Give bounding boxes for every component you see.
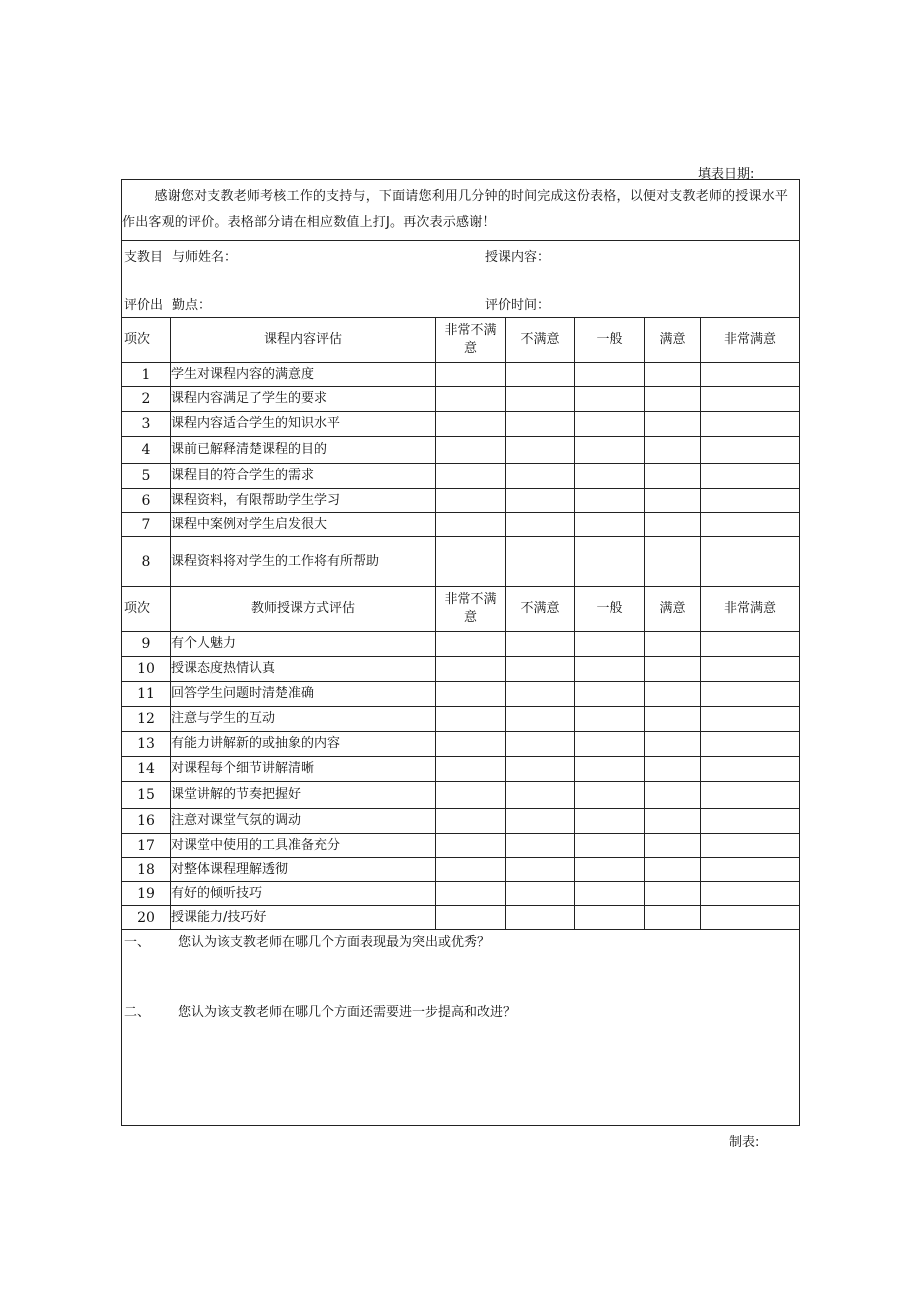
- item-number: 20: [122, 906, 171, 930]
- rating-cell[interactable]: [575, 707, 645, 732]
- item-text: 有好的倾听技巧: [171, 882, 436, 906]
- table-row: [122, 906, 800, 930]
- rating-cell[interactable]: [701, 809, 800, 834]
- rating-cell[interactable]: [575, 809, 645, 834]
- rating-cell[interactable]: [701, 657, 800, 682]
- location-label: 勤点：: [172, 298, 212, 313]
- rating-column-header: 一般: [575, 318, 645, 363]
- item-text: 学生对课程内容的满意度: [171, 363, 436, 387]
- item-text: 对课程每个细节讲解清晰: [171, 757, 436, 782]
- item-number: 10: [122, 657, 171, 682]
- info-row: [122, 241, 800, 318]
- rating-cell[interactable]: [645, 682, 701, 707]
- rating-cell[interactable]: [645, 363, 701, 387]
- item-text: 对课堂中使用的工具准备充分: [171, 834, 436, 858]
- rating-cell[interactable]: [506, 882, 575, 906]
- teacher-name-label: 与师姓名：: [172, 250, 238, 265]
- rating-cell[interactable]: [575, 412, 645, 437]
- rating-cell[interactable]: [575, 906, 645, 930]
- rating-cell[interactable]: [645, 732, 701, 757]
- table-row: [122, 387, 800, 412]
- item-number: 19: [122, 882, 171, 906]
- rating-cell[interactable]: [645, 537, 701, 587]
- rating-cell[interactable]: [701, 412, 800, 437]
- question-number: 二、: [124, 1005, 151, 1020]
- table-row: [122, 782, 800, 809]
- item-text: 注意与学生的互动: [171, 707, 436, 732]
- rating-cell[interactable]: [701, 513, 800, 537]
- open-questions-row: [122, 930, 800, 1126]
- rating-cell[interactable]: [436, 464, 506, 489]
- item-text: 有个人魅力: [171, 632, 436, 657]
- rating-cell[interactable]: [701, 489, 800, 513]
- rating-cell[interactable]: [436, 858, 506, 882]
- rating-cell[interactable]: [575, 782, 645, 809]
- rating-column-header: 非常不满意: [436, 318, 506, 363]
- item-number: 5: [122, 464, 171, 489]
- rating-cell[interactable]: [645, 657, 701, 682]
- rating-cell[interactable]: [506, 834, 575, 858]
- rating-cell[interactable]: [575, 632, 645, 657]
- rating-cell[interactable]: [506, 489, 575, 513]
- rating-cell[interactable]: [436, 363, 506, 387]
- rating-cell[interactable]: [436, 906, 506, 930]
- item-number: 12: [122, 707, 171, 732]
- rating-cell[interactable]: [701, 858, 800, 882]
- item-number: 11: [122, 682, 171, 707]
- item-number: 18: [122, 858, 171, 882]
- item-text: 课程内容满足了学生的要求: [171, 387, 436, 412]
- item-number: 3: [122, 412, 171, 437]
- rating-cell[interactable]: [506, 809, 575, 834]
- fill-date-label: 填表日期:: [698, 167, 755, 182]
- section1-title: 课程内容评估: [171, 318, 436, 363]
- rating-cell[interactable]: [506, 858, 575, 882]
- rating-column-header: 非常不满意: [436, 587, 506, 632]
- rating-cell[interactable]: [506, 906, 575, 930]
- item-text: 对整体课程理解透彻: [171, 858, 436, 882]
- table-row: [122, 809, 800, 834]
- rating-cell[interactable]: [575, 363, 645, 387]
- rating-cell[interactable]: [506, 363, 575, 387]
- course-content-label: 授课内容：: [485, 250, 551, 265]
- rating-cell[interactable]: [436, 882, 506, 906]
- table-row: [122, 858, 800, 882]
- table-row: [122, 682, 800, 707]
- item-text: 授课态度热情认真: [171, 657, 436, 682]
- rating-cell[interactable]: [575, 657, 645, 682]
- rating-cell[interactable]: [506, 707, 575, 732]
- rating-cell[interactable]: [506, 732, 575, 757]
- table-row: [122, 707, 800, 732]
- rating-cell[interactable]: [645, 489, 701, 513]
- item-number: 15: [122, 782, 171, 809]
- rating-cell[interactable]: [645, 707, 701, 732]
- rating-cell[interactable]: [436, 707, 506, 732]
- item-number: 7: [122, 513, 171, 537]
- table-row: [122, 489, 800, 513]
- rating-cell[interactable]: [506, 464, 575, 489]
- rating-cell[interactable]: [436, 537, 506, 587]
- table-row: [122, 513, 800, 537]
- info-left-top: 支教目: [124, 250, 164, 265]
- table-row: [122, 464, 800, 489]
- rating-cell[interactable]: [645, 437, 701, 464]
- table-row: [122, 882, 800, 906]
- info-left-bottom: 评价出: [124, 298, 164, 313]
- item-text: 课程资料将对学生的工作将有所帮助: [171, 537, 436, 587]
- maker-label: 制表:: [729, 1135, 760, 1150]
- rating-cell[interactable]: [701, 707, 800, 732]
- rating-cell[interactable]: [701, 834, 800, 858]
- rating-cell[interactable]: [645, 882, 701, 906]
- rating-cell[interactable]: [645, 757, 701, 782]
- rating-column-header: 不满意: [506, 587, 575, 632]
- rating-cell[interactable]: [645, 464, 701, 489]
- rating-cell[interactable]: [701, 632, 800, 657]
- rating-cell[interactable]: [645, 906, 701, 930]
- rating-cell[interactable]: [506, 537, 575, 587]
- item-text: 有能力讲解新的或抽象的内容: [171, 732, 436, 757]
- section2-index-header: 项次: [122, 587, 171, 632]
- section2-title: 教师授课方式评估: [171, 587, 436, 632]
- rating-cell[interactable]: [645, 782, 701, 809]
- item-number: 16: [122, 809, 171, 834]
- item-number: 6: [122, 489, 171, 513]
- item-number: 4: [122, 437, 171, 464]
- item-text: 课程内容适合学生的知识水平: [171, 412, 436, 437]
- rating-cell[interactable]: [701, 757, 800, 782]
- rating-cell[interactable]: [506, 437, 575, 464]
- eval-time-label: 评价时间：: [485, 298, 551, 313]
- rating-cell[interactable]: [645, 809, 701, 834]
- table-row: [122, 757, 800, 782]
- rating-cell[interactable]: [436, 632, 506, 657]
- table-row: [122, 363, 800, 387]
- item-number: 13: [122, 732, 171, 757]
- item-number: 14: [122, 757, 171, 782]
- rating-cell[interactable]: [436, 412, 506, 437]
- rating-cell[interactable]: [436, 513, 506, 537]
- rating-cell[interactable]: [645, 412, 701, 437]
- rating-cell[interactable]: [506, 782, 575, 809]
- rating-cell[interactable]: [701, 464, 800, 489]
- section2-header-row: [122, 587, 800, 632]
- item-number: 17: [122, 834, 171, 858]
- item-text: 课前已解释清楚课程的目的: [171, 437, 436, 464]
- item-text: 课程中案例对学生启发很大: [171, 513, 436, 537]
- rating-cell[interactable]: [645, 387, 701, 412]
- intro-row: [122, 180, 800, 241]
- rating-cell[interactable]: [701, 782, 800, 809]
- rating-cell[interactable]: [436, 834, 506, 858]
- rating-cell[interactable]: [575, 682, 645, 707]
- rating-cell[interactable]: [506, 632, 575, 657]
- question-text: 您认为该支教老师在哪几个方面还需要进一步提高和改进？: [178, 1005, 517, 1020]
- item-number: 8: [122, 537, 171, 587]
- rating-cell[interactable]: [701, 882, 800, 906]
- table-row: [122, 632, 800, 657]
- rating-cell[interactable]: [436, 657, 506, 682]
- rating-cell[interactable]: [575, 437, 645, 464]
- rating-column-header: 一般: [575, 587, 645, 632]
- rating-cell[interactable]: [506, 682, 575, 707]
- rating-cell[interactable]: [506, 757, 575, 782]
- item-text: 回答学生问题时清楚准确: [171, 682, 436, 707]
- item-number: 2: [122, 387, 171, 412]
- rating-column-header: 满意: [645, 587, 701, 632]
- rating-cell[interactable]: [436, 732, 506, 757]
- rating-cell[interactable]: [575, 757, 645, 782]
- rating-cell[interactable]: [645, 858, 701, 882]
- rating-cell[interactable]: [645, 834, 701, 858]
- question-text: 您认为该支教老师在哪几个方面表现最为突出或优秀？: [178, 935, 491, 950]
- rating-cell[interactable]: [575, 882, 645, 906]
- rating-cell[interactable]: [436, 757, 506, 782]
- rating-cell[interactable]: [701, 732, 800, 757]
- rating-cell[interactable]: [575, 513, 645, 537]
- intro-text: 感谢您对支教老师考核工作的支持与，下面请您利用几分钟的时间完成这份表格，以便对支教老师的授课水平作出客观的评价。表格部分请在相应数值上打J。再次表示感谢！: [122, 189, 789, 230]
- rating-cell[interactable]: [701, 387, 800, 412]
- section1-header-row: [122, 318, 800, 363]
- rating-cell[interactable]: [506, 513, 575, 537]
- rating-cell[interactable]: [575, 858, 645, 882]
- rating-cell[interactable]: [436, 387, 506, 412]
- table-row: [122, 732, 800, 757]
- item-number: 1: [122, 363, 171, 387]
- rating-cell[interactable]: [575, 489, 645, 513]
- rating-cell[interactable]: [506, 657, 575, 682]
- table-row: [122, 657, 800, 682]
- item-text: 课程目的符合学生的需求: [171, 464, 436, 489]
- item-text: 课程资料，有限帮助学生学习: [171, 489, 436, 513]
- rating-column-header: 非常满意: [701, 587, 800, 632]
- rating-cell[interactable]: [575, 732, 645, 757]
- rating-cell[interactable]: [436, 489, 506, 513]
- rating-cell[interactable]: [645, 513, 701, 537]
- rating-cell[interactable]: [575, 464, 645, 489]
- rating-cell[interactable]: [436, 682, 506, 707]
- rating-cell[interactable]: [701, 537, 800, 587]
- table-row: [122, 437, 800, 464]
- rating-column-header: 非常满意: [701, 318, 800, 363]
- rating-cell[interactable]: [701, 906, 800, 930]
- rating-cell[interactable]: [506, 387, 575, 412]
- table-row: [122, 537, 800, 587]
- open-questions-area[interactable]: [122, 930, 800, 1126]
- rating-cell[interactable]: [645, 632, 701, 657]
- item-text: 课堂讲解的节奏把握好: [171, 782, 436, 809]
- rating-cell[interactable]: [436, 809, 506, 834]
- rating-column-header: 不满意: [506, 318, 575, 363]
- item-number: 9: [122, 632, 171, 657]
- rating-cell[interactable]: [575, 834, 645, 858]
- table-row: [122, 834, 800, 858]
- table-row: [122, 412, 800, 437]
- rating-cell[interactable]: [701, 437, 800, 464]
- rating-cell[interactable]: [575, 537, 645, 587]
- item-text: 注意对课堂气氛的调动: [171, 809, 436, 834]
- rating-cell[interactable]: [436, 782, 506, 809]
- rating-column-header: 满意: [645, 318, 701, 363]
- rating-cell[interactable]: [575, 387, 645, 412]
- item-text: 授课能力/技巧好: [171, 906, 436, 930]
- rating-cell[interactable]: [701, 682, 800, 707]
- section1-index-header: 项次: [122, 318, 171, 363]
- rating-cell[interactable]: [436, 437, 506, 464]
- question-number: 一、: [124, 935, 151, 950]
- rating-cell[interactable]: [701, 363, 800, 387]
- rating-cell[interactable]: [506, 412, 575, 437]
- evaluation-form-table: [121, 179, 800, 1126]
